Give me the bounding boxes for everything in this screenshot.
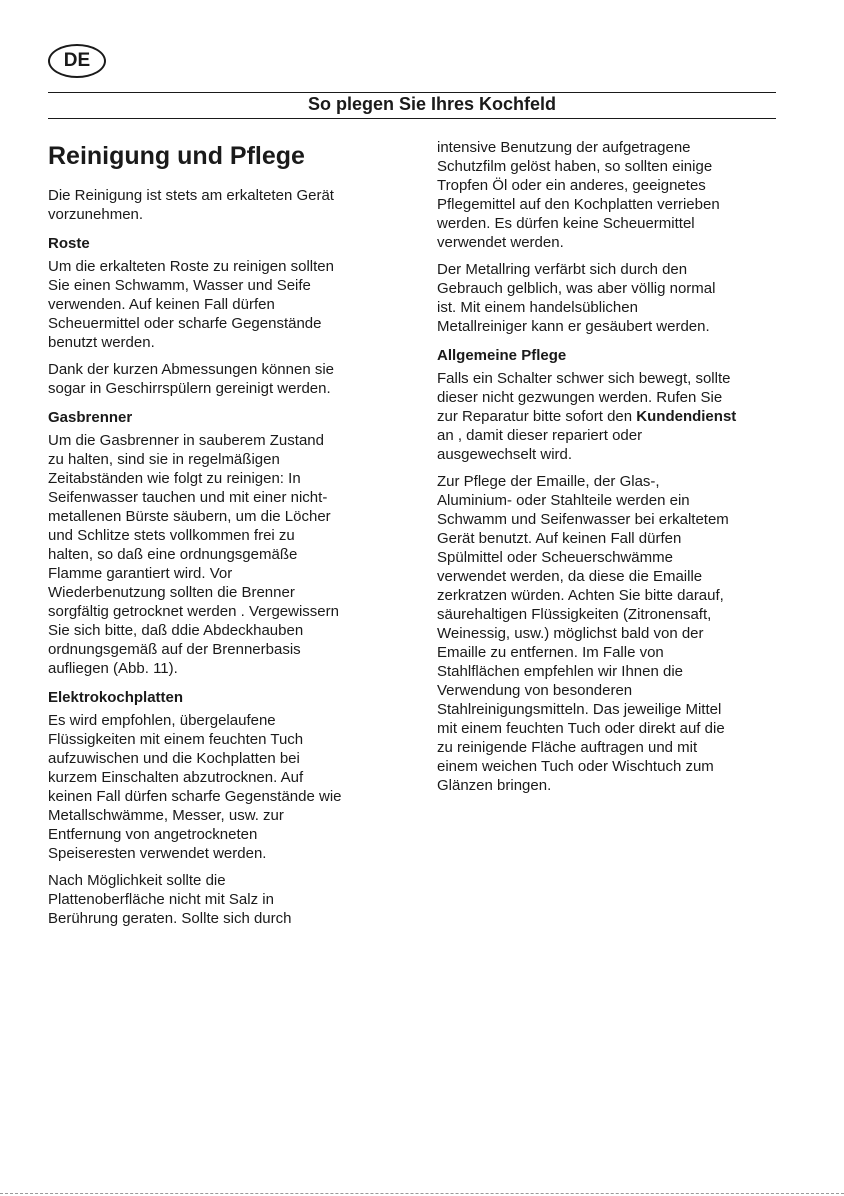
- text-line: Seifenwasser tauchen und mit einer nicht-: [48, 489, 328, 506]
- text-line: einem weichen Tuch oder Wischtuch zum: [437, 758, 714, 775]
- text-line: Um die Gasbrenner in sauberem Zustand: [48, 432, 324, 449]
- gasbrenner-heading: Gasbrenner: [48, 409, 133, 426]
- text-line: Plattenoberfläche nicht mit Salz in: [48, 891, 274, 908]
- text-line: Speiseresten verwendet werden.: [48, 845, 267, 862]
- text-line: zerkratzen würden. Achten Sie bitte darauf,: [437, 587, 724, 604]
- text-line: sogar in Geschirrspülern gereinigt werden.: [48, 380, 331, 397]
- text-line: Scheuermittel oder scharfe Gegenstände: [48, 315, 322, 332]
- allgemeine-pflege-paragraph-1: [437, 369, 777, 464]
- page-bottom-edge: [0, 1193, 844, 1194]
- text-line: halten, so daß eine ordnungsgemäße: [48, 546, 298, 563]
- text-line: Verwendung von besonderen: [437, 682, 633, 699]
- text-line: Sie einen Schwamm, Wasser und Seife: [48, 277, 311, 294]
- text-line: Berührung geraten. Sollte sich durch: [48, 910, 292, 927]
- text-line: Der Metallring verfärbt sich durch den: [437, 261, 688, 278]
- roste-heading: Roste: [48, 235, 90, 252]
- text-line: verwendet werden, da diese die Emaille: [437, 568, 703, 585]
- text-line: Emaille zu entfernen. Im Falle von: [437, 644, 664, 661]
- text-line: aufzuwischen und die Kochplatten bei: [48, 750, 300, 767]
- roste-paragraph-2: [48, 360, 388, 398]
- text-line: Spülmittel oder Scheuerschwämme: [437, 549, 673, 566]
- header-rule-bottom: [48, 118, 776, 119]
- elektrokochplatten-paragraph-1: [48, 711, 388, 863]
- text-line: Tropfen Öl oder ein anderes, geeignetes: [437, 177, 706, 194]
- text-line: keinen Fall dürfen scharfe Gegenstände wie: [48, 788, 342, 805]
- allgemeine-pflege-heading: Allgemeine Pflege: [437, 347, 567, 364]
- text-line: Es wird empfohlen, übergelaufene: [48, 712, 276, 729]
- allg-lines-a: [437, 369, 777, 407]
- page-header-title: So plegen Sie Ihres Kochfeld: [307, 94, 557, 114]
- text-line: säurehaltigen Flüssigkeiten (Zitronensaft,: [437, 606, 712, 623]
- text-line: benutzt werden.: [48, 334, 155, 351]
- section-heading: Reinigung und Pflege: [48, 142, 305, 170]
- allg-line-kundendienst: [437, 407, 777, 426]
- text-line: Entfernung von angetrockneten: [48, 826, 258, 843]
- text-line: Nach Möglichkeit sollte die: [48, 872, 226, 889]
- metallring-paragraph: [437, 260, 777, 336]
- text-line: metallenen Bürste säubern, um die Löcher: [48, 508, 331, 525]
- text-line: sorgfältig getrocknet werden . Vergewissern: [48, 603, 339, 620]
- text-line: Schwamm und Seifenwasser bei erkaltetem: [437, 511, 729, 528]
- elektrokochplatten-paragraph-2: [48, 871, 388, 928]
- elektrokochplatten-heading: Elektrokochplatten: [48, 689, 184, 706]
- allgemeine-pflege-paragraph-2: [437, 472, 777, 795]
- text-line: werden. Es dürfen keine Scheuermittel: [437, 215, 695, 232]
- text-line: verwendet werden.: [437, 234, 564, 251]
- continuation-paragraph: [437, 138, 777, 252]
- text-line: Dank der kurzen Abmessungen können sie: [48, 361, 335, 378]
- text-line: Falls ein Schalter schwer sich bewegt, sollte: [437, 370, 731, 387]
- intro-paragraph: [48, 186, 388, 224]
- text-line: kurzem Einschalten abzutrocknen. Auf: [48, 769, 304, 786]
- text-line: Metallreiniger kann er gesäubert werden.: [437, 318, 710, 335]
- allg-lines-b: [437, 426, 777, 464]
- text-line: vorzunehmen.: [48, 206, 144, 223]
- text-line: aufliegen (Abb. 11).: [48, 660, 178, 677]
- text-line: Gerät benutzt. Auf keinen Fall dürfen: [437, 530, 682, 547]
- text-line: Wiederbenutzung sollten die Brenner: [48, 584, 295, 601]
- gasbrenner-paragraph: [48, 431, 388, 678]
- text-line: dieser nicht gezwungen werden. Rufen Sie: [437, 389, 723, 406]
- text-line: Schutzfilm gelöst haben, so sollten einige: [437, 158, 713, 175]
- text-line: Pflegemittel auf den Kochplatten verrieben: [437, 196, 720, 213]
- left-column: [48, 138, 388, 936]
- text-line: Stahlreinigungsmitteln. Das jeweilige Mittel: [437, 701, 722, 718]
- kundendienst-emphasis: Kundendienst: [636, 408, 737, 425]
- text-line: Flamme garantiert wird. Vor: [48, 565, 233, 582]
- allg-pre-text: zur Reparatur bitte sofort den: [437, 408, 637, 425]
- text-line: Zeitabständen wie folgt zu reinigen: In: [48, 470, 301, 487]
- text-line: zu reinigende Fläche auftragen und mit: [437, 739, 698, 756]
- roste-paragraph-1: [48, 257, 388, 352]
- language-badge: DE: [48, 44, 106, 78]
- text-line: und Schlitze stets vollkommen frei zu: [48, 527, 295, 544]
- text-line: verwenden. Auf keinen Fall dürfen: [48, 296, 275, 313]
- text-line: ordnungsgemäß auf der Brennerbasis: [48, 641, 301, 658]
- text-line: Weinessig, usw.) möglichst bald von der: [437, 625, 704, 642]
- text-line: ist. Mit einem handelsüblichen: [437, 299, 638, 316]
- text-line: Glänzen bringen.: [437, 777, 552, 794]
- text-line: zu halten, sind sie in regelmäßigen: [48, 451, 280, 468]
- text-line: Die Reinigung ist stets am erkalteten Gerät: [48, 187, 334, 204]
- text-line: Gebrauch gelblich, was aber völlig normal: [437, 280, 716, 297]
- text-line: ausgewechselt wird.: [437, 446, 573, 463]
- text-line: intensive Benutzung der aufgetragene: [437, 139, 691, 156]
- text-line: an , damit dieser repariert oder: [437, 427, 643, 444]
- text-line: Zur Pflege der Emaille, der Glas-,: [437, 473, 660, 490]
- text-line: Aluminium- oder Stahlteile werden ein: [437, 492, 690, 509]
- text-line: Sie sich bitte, daß ddie Abdeckhauben: [48, 622, 304, 639]
- right-column: [437, 138, 777, 803]
- text-line: Stahlflächen empfehlen wir Ihnen die: [437, 663, 683, 680]
- text-line: Flüssigkeiten mit einem feuchten Tuch: [48, 731, 304, 748]
- text-line: mit einem feuchten Tuch oder direkt auf die: [437, 720, 725, 737]
- text-line: Um die erkalteten Roste zu reinigen sollten: [48, 258, 334, 275]
- text-line: Metallschwämme, Messer, usw. zur: [48, 807, 284, 824]
